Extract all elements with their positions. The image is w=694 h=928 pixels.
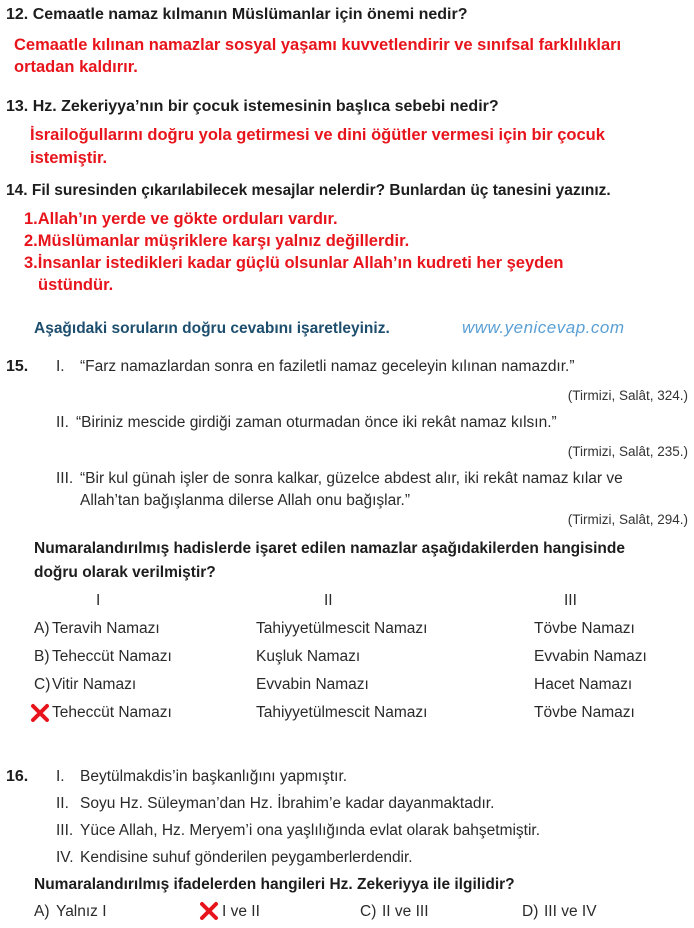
q15-item-iii-roman: III. [56,470,74,487]
q15-item-ii-text: “Biriniz mescide girdiği zaman oturmadan önce iki rekât namaz kılsın.” [76,414,557,431]
q16-option-a-text: Yalnız I [56,903,107,920]
q15-option-d-c2: Tahiyyetülmescit Namazı [256,704,428,721]
q15-option-d-c1: Teheccüt Namazı [52,704,172,721]
q15-item-iii-text2: Allah’tan bağışlanma dilerse Allah onu bağışlar.” [80,492,411,509]
watermark: www.yenicevap.com [462,318,625,337]
q12-answer-line2: ortadan kaldırır. [14,58,138,76]
q15-item-ii-source: (Tirmizi, Salât, 235.) [567,444,688,459]
q15-item-iii-source: (Tirmizi, Salât, 294.) [567,512,688,527]
q15-prompt-line1: Numaralandırılmış hadislerde işaret edilen namazlar aşağıdakilerden hangisinde [34,540,625,557]
q16-item-ii-roman: II. [56,795,69,812]
q15-option-b-c2: Kuşluk Namazı [256,648,361,665]
q16-item-iv-text: Kendisine suhuf gönderilen peygamberlerdendir. [80,849,413,866]
q16-option-d-text: III ve IV [544,903,597,920]
q14-answer-1: 1.Allah’ın yerde ve gökte orduları vardır. [24,210,338,228]
q16-option-c-text: II ve III [382,903,429,920]
q15-option-a-label: A) [34,620,50,637]
q16-option-a-label: A) [34,903,50,920]
q15-item-iii-text: “Bir kul günah işler de sonra kalkar, güzelce abdest alır, iki rekât namaz kılar ve [80,470,623,487]
q15-option-b-label: B) [34,648,50,665]
q15-item-i-source: (Tirmizi, Salât, 324.) [567,388,688,403]
q15-option-d-c3: Tövbe Namazı [534,704,635,721]
q15-option-a-c2: Tahiyyetülmescit Namazı [256,620,428,637]
q15-header-iii: III [564,592,577,609]
q15-option-a-c3: Tövbe Namazı [534,620,635,637]
q13-question: 13. Hz. Zekeriyya’nın bir çocuk istemesinin başlıca sebebi nedir? [6,98,499,115]
q15-option-a-c1: Teravih Namazı [52,620,160,637]
q16-item-i-roman: I. [56,768,65,785]
q12-answer-line1: Cemaatle kılınan namazlar sosyal yaşamı kuvvetlendirir ve sınıfsal farklılıkları [14,36,622,54]
q16-item-iii-roman: III. [56,822,74,839]
q16-item-i-text: Beytülmakdis’in başkanlığını yapmıştır. [80,768,348,785]
q14-question: 14. Fil suresinden çıkarılabilecek mesajlar nelerdir? Bunlardan üç tanesini yazınız. [6,182,611,199]
q14-answer-3-line2: üstündür. [38,276,114,294]
x-mark-icon [30,703,50,723]
q13-answer-line1: İsrailoğullarını doğru yola getirmesi ve dini öğütler vermesi için bir çocuk [30,126,605,144]
q16-option-c-label: C) [360,903,377,920]
instruction-text: Aşağıdaki soruların doğru cevabını işaretleyiniz. [34,320,390,337]
q16-option-d-label: D) [522,903,539,920]
q15-header-i: I [96,592,101,609]
q16-option-b-text: I ve II [222,903,260,920]
q15-option-b-c1: Teheccüt Namazı [52,648,172,665]
q15-header-ii: II [324,592,333,609]
q15-item-i-text: “Farz namazlardan sonra en faziletli namaz geceleyin kılınan namazdır.” [80,358,575,375]
q15-prompt-line2: doğru olarak verilmiştir? [34,564,216,581]
q15-option-c-c3: Hacet Namazı [534,676,633,693]
q12-question: 12. Cemaatle namaz kılmanın Müslümanlar için önemi nedir? [6,6,468,23]
q16-number: 16. [6,768,29,785]
q15-item-i-roman: I. [56,358,65,375]
q14-answer-3-line1: 3.İnsanlar istedikleri kadar güçlü olsunlar Allah’ın kudreti her şeyden [24,254,564,272]
q15-option-c-c2: Evvabin Namazı [256,676,369,693]
q16-item-iii-text: Yüce Allah, Hz. Meryem’i ona yaşlılığında evlat olarak bahşetmiştir. [80,822,541,839]
q16-item-iv-roman: IV. [56,849,74,866]
x-mark-icon [199,901,219,921]
q15-item-ii-roman: II. [56,414,69,431]
q16-item-ii-text: Soyu Hz. Süleyman’dan Hz. İbrahim’e kadar dayanmaktadır. [80,795,495,812]
q15-option-c-label: C) [34,676,51,693]
q15-option-c-c1: Vitir Namazı [52,676,137,693]
q16-prompt: Numaralandırılmış ifadelerden hangileri Hz. Zekeriyya ile ilgilidir? [34,876,515,893]
q13-answer-line2: istemiştir. [30,149,108,167]
q15-option-b-c3: Evvabin Namazı [534,648,647,665]
q14-answer-2: 2.Müslümanlar müşriklere karşı yalnız değillerdir. [24,232,410,250]
q15-number: 15. [6,358,29,375]
